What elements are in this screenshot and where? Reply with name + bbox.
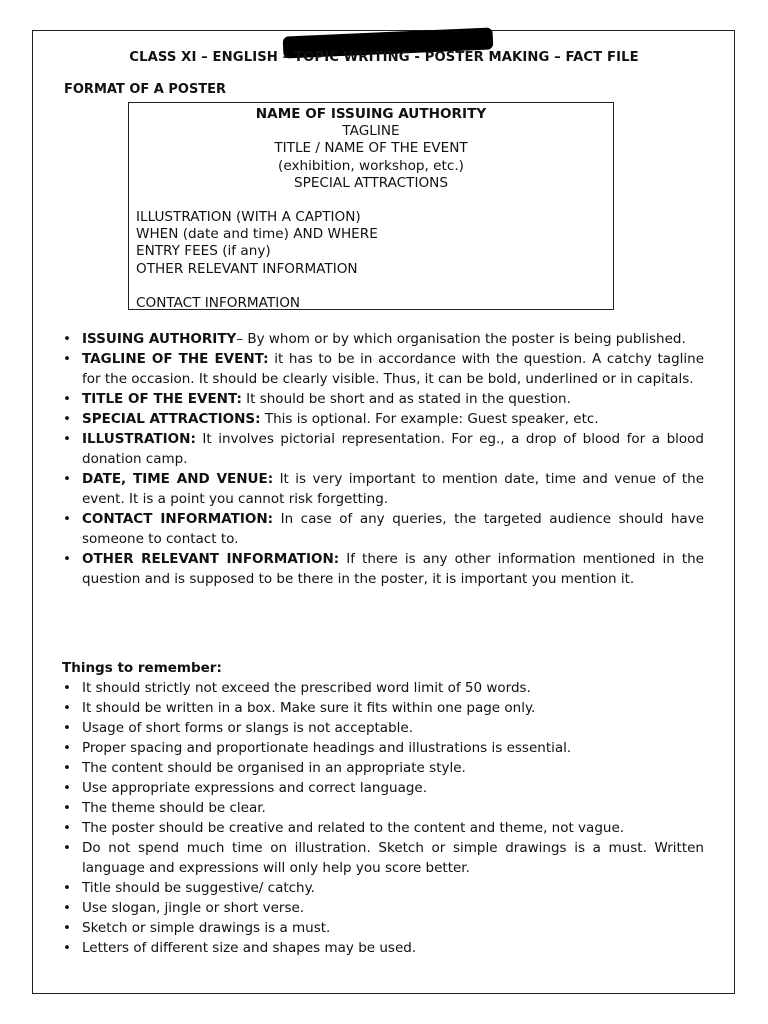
format-label: FORMAT OF A POSTER (64, 82, 227, 97)
item-text: Use slogan, jingle or short verse. (82, 900, 305, 916)
item-text: This is optional. For example: Guest speaker, etc. (260, 411, 599, 427)
things-to-remember (62, 658, 704, 958)
list-item: • The content should be organised in an appropriate style. (63, 760, 466, 776)
format-line: OTHER RELEVANT INFORMATION (136, 260, 358, 277)
item-text: – By whom or by which organisation the poster is being published. (236, 331, 686, 347)
format-line: TAGLINE (342, 123, 400, 140)
item-term: ISSUING AUTHORITY (82, 331, 237, 347)
list-item: • SPECIAL ATTRACTIONS: This is optional. For example: Guest speaker, etc. (63, 411, 599, 427)
list-item: • ILLUSTRATION: It involves pictorial representation. For eg., a drop of blood for a blood donation camp. (63, 431, 704, 467)
poster-elements-list (62, 329, 704, 589)
item-text: It is very important to mention date, time and venue of the event. It is a point you cannot risk forgetting. (82, 471, 704, 507)
item-text: Do not spend much time on illustration. Sketch or simple drawings is a must. Written language and expressions will only help you score better. (82, 840, 704, 876)
item-text: The content should be organised in an appropriate style. (82, 760, 466, 776)
list-item: • Proper spacing and proportionate headings and illustrations is essential. (63, 740, 572, 756)
format-line: WHEN (date and time) AND WHERE (136, 226, 378, 243)
list-item: • DATE, TIME AND VENUE: It is very important to mention date, time and venue of the event. It is a point you cannot risk forgetting. (63, 471, 704, 507)
section-heading: Things to remember: (62, 660, 222, 676)
list-item: • Use appropriate expressions and correct language. (63, 780, 428, 796)
list-item: • It should be written in a box. Make sure it fits within one page only. (63, 700, 536, 716)
format-line: TITLE / NAME OF THE EVENT (274, 140, 468, 157)
list-item: • The poster should be creative and related to the content and theme, not vague. (63, 820, 625, 836)
item-text: Proper spacing and proportionate headings and illustrations is essential. (82, 740, 572, 756)
format-line: NAME OF ISSUING AUTHORITY (255, 106, 487, 122)
list-item: • ISSUING AUTHORITY– By whom or by which organisation the poster is being published. (63, 331, 686, 347)
item-text: Sketch or simple drawings is a must. (82, 920, 331, 936)
item-text: In case of any queries, the targeted audience should have someone to contact to. (82, 511, 705, 547)
item-term: DATE, TIME AND VENUE: (82, 471, 274, 487)
list-item: • Usage of short forms or slangs is not acceptable. (63, 720, 414, 736)
format-line: (exhibition, workshop, etc.) (278, 157, 464, 174)
list-item: • Sketch or simple drawings is a must. (63, 920, 331, 936)
list-item: • Do not spend much time on illustration. Sketch or simple drawings is a must. Written language and expressions will only help you score better. (63, 840, 704, 876)
item-text: If there is any other information mentioned in the question and is supposed to be there in the poster, it is important you mention it. (82, 551, 704, 587)
item-term: OTHER RELEVANT INFORMATION: (82, 551, 340, 567)
item-term: CONTACT INFORMATION: (82, 511, 274, 527)
item-term: TAGLINE OF THE EVENT: (82, 351, 269, 367)
list-item: • Title should be suggestive/ catchy. (63, 880, 315, 896)
list-item: • TITLE OF THE EVENT: It should be short and as stated in the question. (63, 391, 571, 407)
item-term: ILLUSTRATION: (82, 431, 196, 447)
format-line: SPECIAL ATTRACTIONS (294, 174, 448, 191)
format-line: ILLUSTRATION (WITH A CAPTION) (136, 209, 361, 226)
item-text: It should be short and as stated in the question. (241, 391, 571, 407)
list-item: • Letters of different size and shapes may be used. (63, 940, 417, 956)
item-text: it has to be in accordance with the question. A catchy tagline for the occasion. It should be clearly visible. Thus, it can be bold, underlined or in capitals. (82, 351, 704, 387)
poster-format-box (128, 102, 614, 310)
list-item: • TAGLINE OF THE EVENT: it has to be in accordance with the question. A catchy tagline for the occasion. It should be clearly visible. Thus, it can be bold, underlined or in capitals. (63, 351, 704, 387)
item-text: It involves pictorial representation. For eg., a drop of blood for a blood donation camp. (82, 431, 704, 467)
list-item: • It should strictly not exceed the prescribed word limit of 50 words. (63, 680, 531, 696)
item-text: Use appropriate expressions and correct language. (82, 780, 428, 796)
item-text: Title should be suggestive/ catchy. (82, 880, 315, 896)
item-text: The theme should be clear. (82, 800, 266, 816)
item-term: TITLE OF THE EVENT: (82, 391, 242, 407)
list-item: • OTHER RELEVANT INFORMATION: If there is any other information mentioned in the question and is supposed to be there in the poster, it is important you mention it. (63, 551, 704, 587)
item-term: SPECIAL ATTRACTIONS: (82, 411, 261, 427)
list-item: • The theme should be clear. (63, 800, 266, 816)
page-title: CLASS XI – ENGLISH – TOPIC WRITING - POSTER MAKING – FACT FILE (129, 50, 639, 65)
item-text: It should be written in a box. Make sure it fits within one page only. (82, 700, 536, 716)
item-text: Letters of different size and shapes may be used. (82, 940, 417, 956)
format-line: CONTACT INFORMATION (136, 294, 301, 311)
item-text: The poster should be creative and related to the content and theme, not vague. (82, 820, 625, 836)
item-text: Usage of short forms or slangs is not acceptable. (82, 720, 414, 736)
item-text: It should strictly not exceed the prescribed word limit of 50 words. (82, 680, 531, 696)
list-item: • Use slogan, jingle or short verse. (63, 900, 305, 916)
list-item: • CONTACT INFORMATION: In case of any queries, the targeted audience should have someone to contact to. (63, 511, 705, 547)
format-line: ENTRY FEES (if any) (136, 243, 271, 260)
